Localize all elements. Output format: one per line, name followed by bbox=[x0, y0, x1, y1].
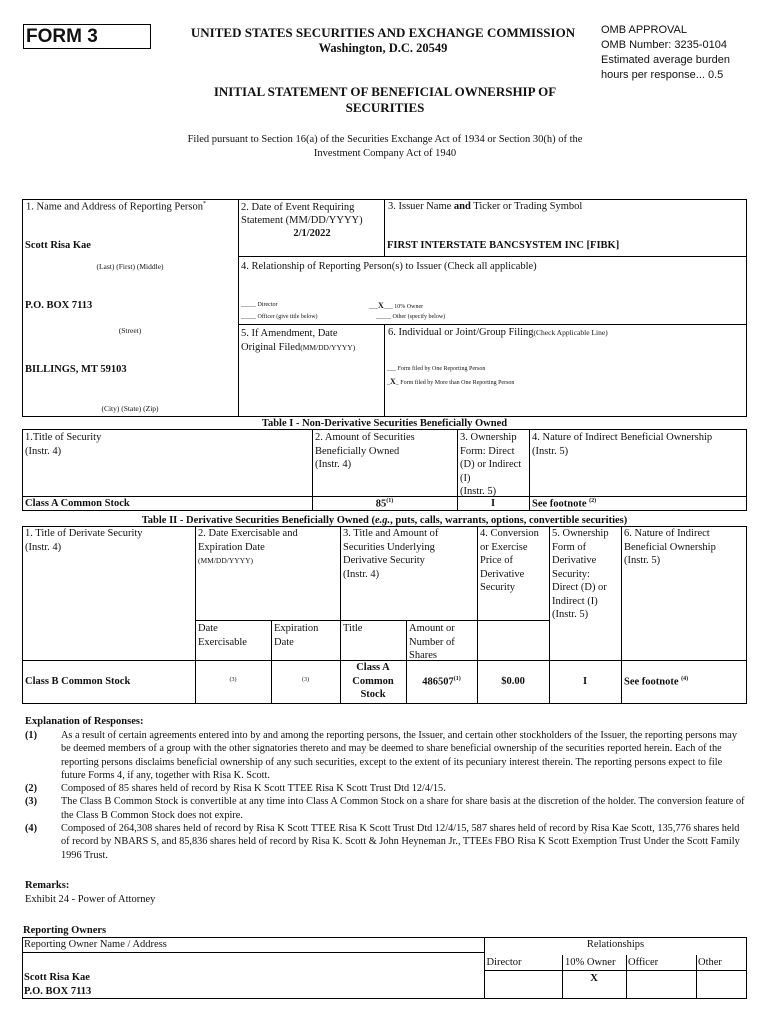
filed-pursuant-1: Filed pursuant to Section 16(a) of the Securities Exchange Act of 1934 or Section 30(h) of the bbox=[187, 134, 583, 145]
reporting-person-city: BILLINGS, MT 59103 bbox=[25, 364, 127, 375]
form-label: FORM 3 bbox=[26, 26, 98, 47]
table2-col3-header: 3. Title and Amount of Securities Underlying Derivative Security (Instr. 4) bbox=[343, 528, 439, 580]
table2-col4-header: 4. Conversion or Exercise Price of Derivative Security bbox=[480, 528, 539, 593]
explanation-item: (4) Composed of 264,308 shares held of record by Risa K Scott TTEE Risa K Scott Trust Dtd 12/4/15, 587 shares held of record by Risa Kae Scott, 135,776 shares held of record by NBARS S, and 85,836 shares held of record by Risa K. Scott & John Heyneman Jr., TTEEs FBO Risa K Scott Exemption Trust Under the Scott Family 1996 Trust. bbox=[25, 823, 740, 861]
owners-col-other: Other bbox=[698, 957, 722, 968]
table2-row-expiration: (3) bbox=[302, 677, 309, 683]
table1-title: Table I - Non-Derivative Securities Beneficially Owned bbox=[261, 418, 508, 429]
owners-heading: Reporting Owners bbox=[23, 925, 107, 936]
omb-hours: hours per response... 0.5 bbox=[601, 69, 724, 81]
reporting-person-name: Scott Risa Kae bbox=[25, 240, 91, 251]
omb-number: OMB Number: 3235-0104 bbox=[601, 39, 727, 51]
form-label-box bbox=[23, 24, 151, 49]
owners-col-officer: Officer bbox=[628, 957, 659, 968]
agency-city: Washington, D.C. 20549 bbox=[318, 41, 448, 55]
table2-row-underlying-title: Class A Common Stock bbox=[352, 662, 394, 700]
table2-row-date-exercisable: (3) bbox=[229, 677, 237, 683]
name-sublabel: (Last) (First) (Middle) bbox=[96, 262, 164, 271]
reporting-person-street: P.O. BOX 7113 bbox=[25, 300, 93, 311]
table2-col5-header: 5. Ownership Form of Derivative Security: Direct (D) or Indirect (I) (Instr. 5) bbox=[552, 528, 609, 620]
owner-address: P.O. BOX 7113 bbox=[24, 986, 92, 997]
owner-10-owner-mark: X bbox=[590, 973, 598, 984]
box1-label: 1. Name and Address of Reporting Person* bbox=[26, 201, 207, 213]
filing-more-persons: _X_ Form filed by More than One Reporting Person bbox=[387, 377, 515, 386]
remarks-text: Exhibit 24 - Power of Attorney bbox=[25, 894, 156, 905]
table1-row-amount: 85$^{(1)}$ bbox=[375, 498, 394, 510]
owner-name: Scott Risa Kae bbox=[24, 972, 90, 983]
owners-col-director: Director bbox=[486, 957, 522, 968]
table1-col3-header: 3. Ownership Form: Direct (D) or Indirect (I) (Instr. 5) bbox=[460, 432, 522, 497]
table1-row-nature: See footnote $^{(2)}$ bbox=[532, 498, 597, 510]
explanation-list bbox=[25, 729, 747, 862]
remarks-heading: Remarks: bbox=[25, 880, 70, 891]
owners-col-10-owner: 10% Owner bbox=[565, 957, 616, 968]
explanation-item: (1) As a result of certain agreements entered into by and among the reporting persons, the Issuer, and certain other stockholders of the Issuer, the reporting persons may be deemed members of a group with the other signatories thereto and may be deemed to share beneficial ownership of the securities reported herein. Each of the reporting persons disclaims beneficial ownership of any such securities, except to the extent of its pecuniary interest therein. The reporting persons expect to file future Forms 4, if any, together with Risa K. Scott. bbox=[25, 730, 737, 781]
omb-box bbox=[601, 23, 730, 83]
table2-sub-title: Title bbox=[343, 623, 363, 634]
box3-label: 3. Issuer Name and Ticker or Trading Symbol bbox=[388, 201, 583, 212]
box5-label: 5. If Amendment, Date Original Filed(MM/DD/YYYY) bbox=[241, 328, 356, 353]
table2-row-nature: See footnote $^{(4)}$ bbox=[624, 676, 689, 688]
explanation-item: (3) The Class B Common Stock is convertible at any time into Class A Common Stock on a share for share basis at the discretion of the holder. The conversion feature of the Class B Common Stock does not expire. bbox=[25, 796, 745, 821]
agency-title: UNITED STATES SECURITIES AND EXCHANGE COMMISSION bbox=[190, 25, 576, 40]
table2-row-form: I bbox=[582, 676, 588, 687]
table1-col2-header: 2. Amount of Securities Beneficially Owned (Instr. 4) bbox=[315, 432, 415, 470]
relationship-director: _____ Director bbox=[241, 302, 278, 308]
table1-row-form: I bbox=[490, 498, 496, 509]
relationship-officer: _____ Officer (give title below) bbox=[241, 314, 318, 320]
event-date: 2/1/2022 bbox=[293, 228, 331, 239]
filed-pursuant-2: Investment Company Act of 1940 bbox=[313, 148, 457, 159]
owners-col-relationships: Relationships bbox=[586, 939, 645, 950]
table1-col4-header: 4. Nature of Indirect Beneficial Ownership (Instr. 5) bbox=[532, 432, 713, 457]
table2-col6-header: 6. Nature of Indirect Beneficial Ownership (Instr. 5) bbox=[624, 528, 716, 566]
table2-sub-date-exercisable: Date Exercisable bbox=[198, 623, 247, 648]
street-sublabel: (Street) bbox=[118, 326, 142, 335]
table2-sub-amount: Amount or Number of Shares bbox=[409, 623, 455, 661]
table2-sub-expiration: Expiration Date bbox=[274, 623, 319, 648]
omb-burden: Estimated average burden bbox=[601, 54, 731, 66]
owners-col-name: Reporting Owner Name / Address bbox=[24, 939, 167, 950]
relationship-other: _____ Other (specify below) bbox=[376, 314, 446, 320]
statement-title-2: SECURITIES bbox=[345, 100, 425, 115]
box2-label: 2. Date of Event Requiring Statement (MM/DD/YYYY) bbox=[241, 202, 363, 226]
table2-row-price: $0.00 bbox=[501, 676, 525, 687]
filing-one-person: ___ Form filed by One Reporting Person bbox=[387, 366, 486, 372]
box4-label: 4. Relationship of Reporting Person(s) to Issuer (Check all applicable) bbox=[241, 261, 537, 272]
statement-title-1: INITIAL STATEMENT OF BENEFICIAL OWNERSHIP OF bbox=[213, 84, 557, 99]
table1-row-title: Class A Common Stock bbox=[25, 498, 130, 509]
table2-row-title: Class B Common Stock bbox=[25, 676, 131, 687]
explanation-item: (2) Composed of 85 shares held of record by Risa K Scott TTEE Risa K Scott Trust Dtd 12/4/15. bbox=[25, 783, 446, 795]
relationship-10-owner: ___X___ 10% Owner bbox=[369, 301, 424, 310]
table1-col1-header: 1.Title of Security (Instr. 4) bbox=[25, 432, 102, 457]
box6-label: 6. Individual or Joint/Group Filing(Check Applicable Line) bbox=[388, 327, 608, 338]
table2-row-amount: 486507$^{(1)}$ bbox=[422, 676, 461, 688]
explanation-heading: Explanation of Responses: bbox=[25, 716, 144, 727]
table2-col2-header: 2. Date Exercisable and Expiration Date (MM/DD/YYYY) bbox=[198, 528, 298, 565]
omb-approval: OMB APPROVAL bbox=[601, 24, 687, 36]
table2-col1-header: 1. Title of Derivate Security (Instr. 4) bbox=[25, 528, 143, 553]
issuer-name: FIRST INTERSTATE BANCSYSTEM INC [FIBK] bbox=[387, 240, 620, 251]
table2-title: Table II - Derivative Securities Beneficially Owned (e.g., puts, calls, warrants, options, convertible securities) bbox=[141, 515, 628, 526]
city-sublabel: (City) (State) (Zip) bbox=[101, 404, 159, 413]
